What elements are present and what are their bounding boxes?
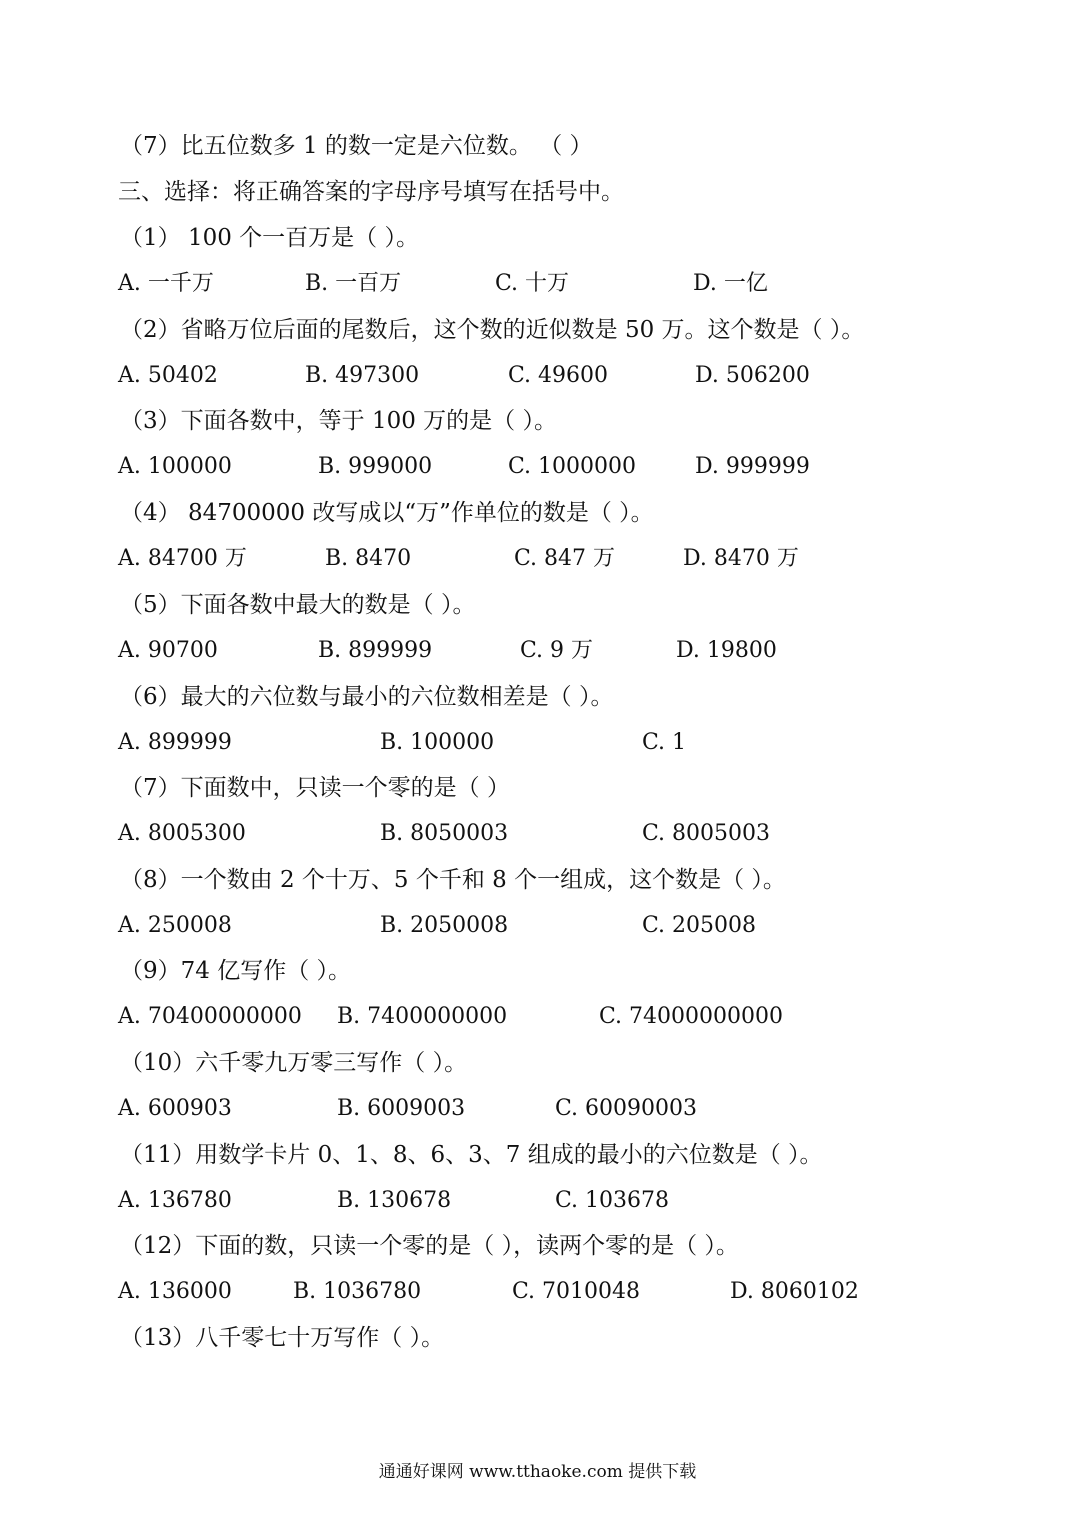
option-c: C. 7010048	[512, 1279, 641, 1304]
section-heading: 三、选择：将正确答案的字母序号填写在括号中。	[118, 179, 624, 205]
option-a: A. 899999	[118, 730, 232, 755]
option-d: D. 一亿	[693, 271, 768, 296]
question-10: （10）六千零九万零三写作（ ）。	[120, 1050, 468, 1076]
option-b: B. 6009003	[337, 1096, 466, 1121]
option-b: B. 一百万	[305, 271, 402, 296]
question-12: （12）下面的数，只读一个零的是（ ），读两个零的是（ ）。	[120, 1233, 739, 1259]
option-a: A. 600903	[118, 1096, 232, 1121]
option-c: C. 49600	[508, 363, 609, 388]
option-d: D. 999999	[695, 454, 810, 479]
option-a: A. 8005300	[118, 821, 246, 846]
question-7: （7）下面数中，只读一个零的是（ ）	[120, 775, 510, 801]
question-6: （6）最大的六位数与最小的六位数相差是（ ）。	[120, 684, 614, 710]
option-b: B. 8470	[325, 546, 412, 571]
option-c: C. 103678	[555, 1188, 670, 1213]
option-b: B. 1036780	[293, 1279, 422, 1304]
question-7-prev: （7）比五位数多 1 的数一定是六位数。 （ ）	[120, 133, 593, 159]
question-4: （4） 84700000 改写成以“万”作单位的数是（ ）。	[120, 500, 654, 526]
option-c: C. 1000000	[508, 454, 637, 479]
question-11: （11）用数学卡片 0、1、8、6、3、7 组成的最小的六位数是（ ）。	[120, 1142, 823, 1168]
option-b: B. 2050008	[380, 913, 509, 938]
option-a: A. 100000	[118, 454, 232, 479]
option-d: D. 8470 万	[683, 546, 799, 571]
option-a: A. 84700 万	[118, 546, 247, 571]
option-c: C. 74000000000	[599, 1004, 784, 1029]
option-b: B. 130678	[337, 1188, 452, 1213]
option-b: B. 999000	[318, 454, 433, 479]
option-c: C. 1	[642, 730, 687, 755]
option-a: A. 一千万	[118, 271, 214, 296]
question-5: （5）下面各数中最大的数是（ ）。	[120, 592, 476, 618]
option-b: B. 899999	[318, 638, 433, 663]
option-a: A. 50402	[118, 363, 218, 388]
option-c: C. 847 万	[514, 546, 616, 571]
option-b: B. 7400000000	[337, 1004, 508, 1029]
question-2: （2）省略万位后面的尾数后，这个数的近似数是 50 万。这个数是（ ）。	[120, 317, 865, 343]
footer-credit: 通通好课网 www.tthaoke.com 提供下载	[378, 1462, 697, 1482]
option-d: D. 8060102	[730, 1279, 859, 1304]
option-a: A. 250008	[118, 913, 232, 938]
option-b: B. 100000	[380, 730, 495, 755]
question-9: （9）74 亿写作（ ）。	[120, 958, 352, 984]
option-b: B. 497300	[305, 363, 420, 388]
option-a: A. 90700	[118, 638, 218, 663]
option-a: A. 136000	[118, 1279, 232, 1304]
question-8: （8）一个数由 2 个十万、5 个千和 8 个一组成，这个数是（ ）。	[120, 867, 786, 893]
option-c: C. 十万	[495, 271, 570, 296]
option-c: C. 205008	[642, 913, 757, 938]
option-d: D. 506200	[695, 363, 810, 388]
question-3: （3）下面各数中，等于 100 万的是（ ）。	[120, 408, 557, 434]
option-c: C. 8005003	[642, 821, 771, 846]
option-b: B. 8050003	[380, 821, 509, 846]
option-a: A. 70400000000	[118, 1004, 302, 1029]
option-c: C. 60090003	[555, 1096, 698, 1121]
question-1: （1） 100 个一百万是（ ）。	[120, 225, 419, 251]
option-d: D. 19800	[676, 638, 777, 663]
option-c: C. 9 万	[520, 638, 594, 663]
option-a: A. 136780	[118, 1188, 232, 1213]
question-13: （13）八千零七十万写作（ ）。	[120, 1325, 445, 1351]
